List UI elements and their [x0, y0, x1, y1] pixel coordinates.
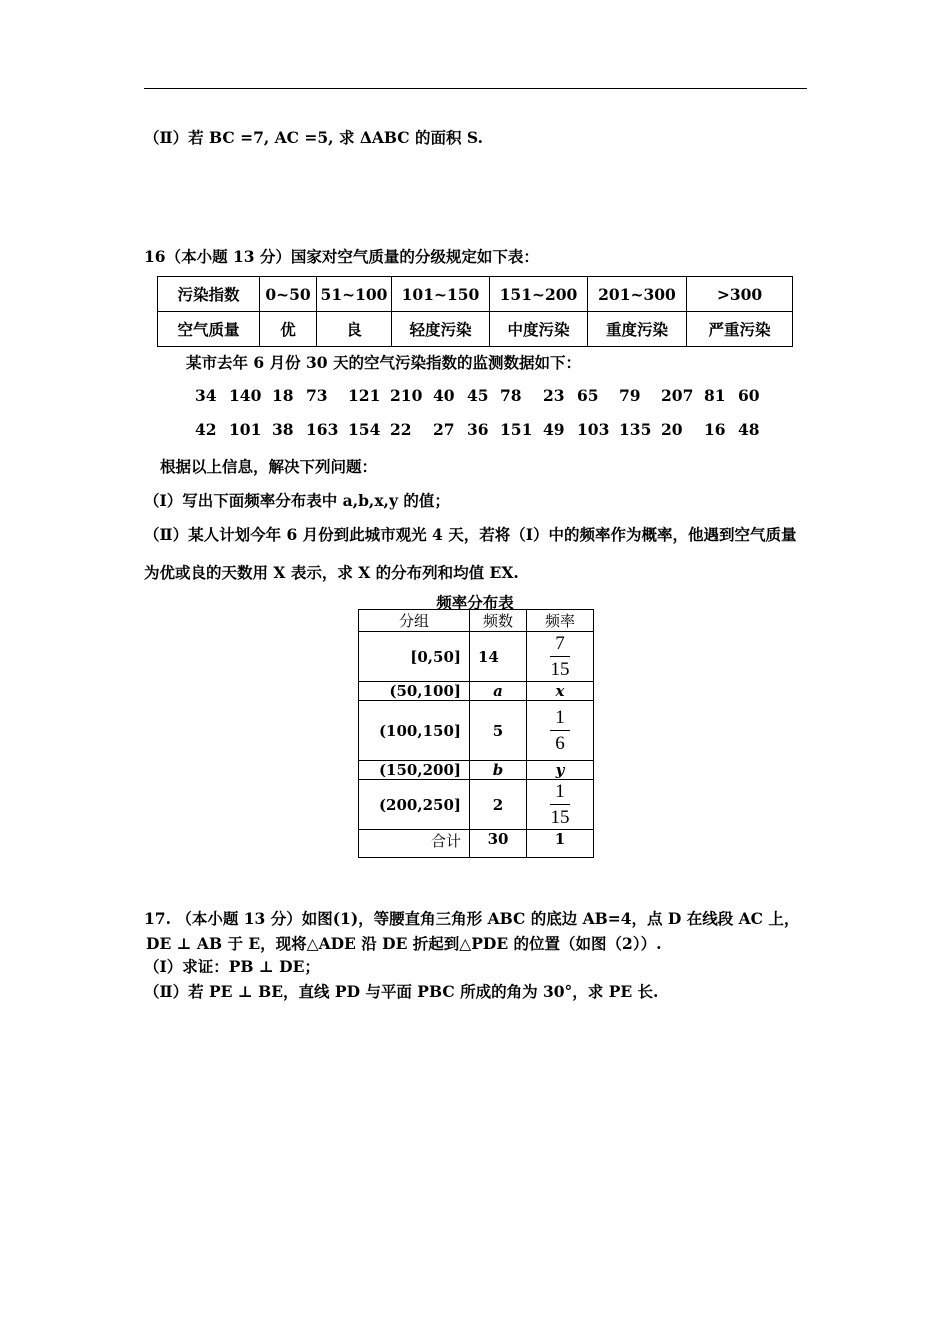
fraction	[550, 707, 570, 755]
q17-part1: （Ⅰ）求证：PB ⊥ DE；	[144, 957, 320, 976]
data-value: 79	[619, 386, 641, 405]
table-cell: 空气质量	[158, 312, 260, 347]
table-row	[359, 780, 594, 830]
table-cell: 201~300	[588, 277, 687, 312]
data-value: 45	[467, 386, 489, 405]
group-cell: (150,200]	[359, 761, 470, 780]
data-row-2	[195, 420, 795, 440]
group-cell: (100,150]	[359, 701, 470, 761]
total-count-cell: 30	[470, 830, 527, 858]
table-row	[359, 610, 594, 632]
rate-cell	[527, 780, 594, 830]
count-cell: a	[470, 682, 527, 701]
table-row	[158, 277, 793, 312]
table-cell: 0~50	[260, 277, 317, 312]
denominator: 15	[550, 658, 570, 680]
data-value: 207	[661, 386, 694, 405]
fraction	[549, 633, 572, 681]
data-value: 34	[195, 386, 217, 405]
data-value: 163	[306, 420, 339, 439]
fraction	[549, 781, 572, 829]
numerator: 1	[555, 780, 565, 802]
table-cell: 轻度污染	[392, 312, 490, 347]
q15-part2: （Ⅱ）若 BC =7, AC =5, 求 ΔABC 的面积 S.	[144, 128, 483, 147]
table-row	[158, 312, 793, 347]
table-cell: 污染指数	[158, 277, 260, 312]
data-value: 20	[661, 420, 683, 439]
group-cell: [0,50]	[359, 632, 470, 682]
header-rule	[144, 88, 807, 89]
group-cell: (50,100]	[359, 682, 470, 701]
denominator: 6	[555, 732, 565, 754]
data-value: 60	[738, 386, 760, 405]
air-quality-table	[157, 276, 793, 347]
data-value: 154	[348, 420, 381, 439]
table-cell: 101~150	[392, 277, 490, 312]
table-row	[359, 701, 594, 761]
numerator: 1	[555, 706, 565, 728]
data-value: 38	[272, 420, 294, 439]
data-value: 27	[433, 420, 455, 439]
data-value: 73	[306, 386, 328, 405]
rate-cell	[527, 632, 594, 682]
table-cell: 良	[317, 312, 392, 347]
table-cell: 优	[260, 312, 317, 347]
data-value: 16	[704, 420, 726, 439]
fraction-bar	[550, 804, 570, 805]
numerator: 7	[555, 632, 565, 654]
q16-part1: （Ⅰ）写出下面频率分布表中 a,b,x,y 的值；	[144, 491, 450, 510]
q17-line2: DE ⊥ AB 于 E，现将△ADE 沿 DE 折起到△PDE 的位置（如图（2））.	[146, 934, 662, 953]
q16-part2-line1: （Ⅱ）某人计划今年 6 月份到此城市观光 4 天，若将（Ⅰ）中的频率作为概率，他遇到空气质量	[144, 525, 797, 544]
data-value: 40	[433, 386, 455, 405]
table-cell: 51~100	[317, 277, 392, 312]
rate-cell: x	[527, 682, 594, 701]
data-value: 121	[348, 386, 381, 405]
data-value: 49	[543, 420, 565, 439]
data-value: 151	[500, 420, 533, 439]
data-value: 18	[272, 386, 294, 405]
total-rate-cell: 1	[527, 830, 594, 858]
table-cell: 151~200	[490, 277, 588, 312]
data-value: 42	[195, 420, 217, 439]
data-value: 210	[390, 386, 423, 405]
q16-heading: 16（本小题 13 分）国家对空气质量的分级规定如下表：	[144, 247, 539, 266]
freq-table-title: 频率分布表	[436, 593, 514, 612]
table-row	[359, 761, 594, 780]
table-row	[359, 830, 594, 858]
table-row	[359, 682, 594, 701]
table-cell: >300	[687, 277, 793, 312]
data-value: 101	[229, 420, 262, 439]
group-cell: (200,250]	[359, 780, 470, 830]
denominator: 15	[550, 806, 570, 828]
count-cell: b	[470, 761, 527, 780]
data-value: 36	[467, 420, 489, 439]
data-value: 23	[543, 386, 565, 405]
count-cell: 2	[470, 780, 527, 830]
q17-line1: 17. （本小题 13 分）如图(1)，等腰直角三角形 ABC 的底边 AB=4，点 D 在线段 AC 上，	[144, 909, 800, 928]
data-value: 135	[619, 420, 652, 439]
data-value: 140	[229, 386, 262, 405]
count-cell: 5	[470, 701, 527, 761]
table-row	[359, 632, 594, 682]
header-cell: 频数	[470, 610, 527, 632]
q17-part2: （Ⅱ）若 PE ⊥ BE，直线 PD 与平面 PBC 所成的角为 30°，求 PE 长.	[144, 982, 659, 1001]
data-value: 65	[577, 386, 599, 405]
data-value: 103	[577, 420, 610, 439]
rate-cell	[527, 701, 594, 761]
fraction-bar	[550, 730, 570, 731]
frequency-table	[358, 609, 594, 858]
header-cell: 分组	[359, 610, 470, 632]
data-value: 81	[704, 386, 726, 405]
data-intro: 某市去年 6 月份 30 天的空气污染指数的监测数据如下：	[186, 353, 581, 372]
data-row-1	[195, 386, 795, 406]
task-intro: 根据以上信息，解决下列问题：	[160, 457, 378, 476]
table-cell: 严重污染	[687, 312, 793, 347]
q16-part2-line2: 为优或良的天数用 X 表示，求 X 的分布列和均值 EX.	[144, 563, 519, 582]
data-value: 22	[390, 420, 412, 439]
data-value: 48	[738, 420, 760, 439]
table-cell: 重度污染	[588, 312, 687, 347]
total-label-cell: 合计	[359, 830, 470, 858]
rate-cell: y	[527, 761, 594, 780]
header-cell: 频率	[527, 610, 594, 632]
fraction-bar	[550, 656, 570, 657]
table-cell: 中度污染	[490, 312, 588, 347]
count-cell: 14	[470, 632, 527, 682]
data-value: 78	[500, 386, 522, 405]
